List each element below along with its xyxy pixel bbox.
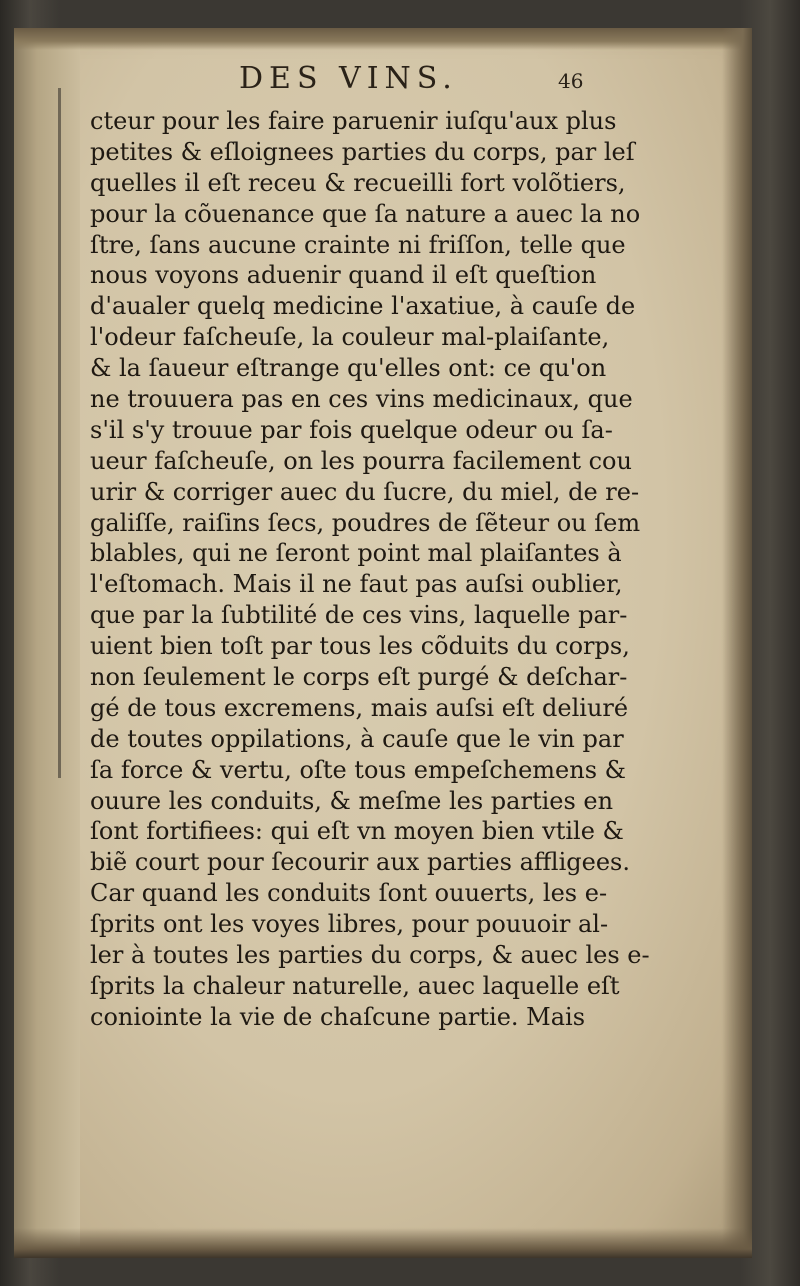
text-line: nous voyons aduenir quand il eſt queſtion [90,261,597,290]
text-line: ſa force & vertu, oſte tous empeſchemens & [90,755,627,784]
text-line: biẽ court pour ſecourir aux parties affligees. [90,848,630,877]
page-right-edge [722,28,752,1258]
text-line: coniointe la vie de chaſcune partie. Mais [90,1002,586,1031]
text-line: ueur faſcheuſe, on les pourra facilement cou [90,446,632,475]
text-line: l'odeur faſcheuſe, la couleur mal-plaiſante, [90,323,610,352]
text-line: ler à toutes les parties du corps, & auec les e- [90,941,650,970]
text-line: galiſſe, raiſins ſecs, poudres de ſẽteur ou ſem [90,508,641,537]
page-number: 46 [558,69,584,93]
text-line: ſprits la chaleur naturelle, auec laquelle eſt [90,971,620,1000]
text-line: d'aualer quelq medicine l'axatiue, à cauſe de [90,292,636,321]
page-header [74,61,714,101]
page-bottom-edge [14,1228,752,1258]
text-line: & la ſaueur eſtrange qu'elles ont: ce qu'on [90,354,607,383]
text-line: ſont fortifiees: qui eſt vn moyen bien vtile & [90,817,624,846]
text-line: ſtre, ſans aucune crainte ni friſſon, telle que [90,230,626,259]
text-line: l'eſtomach. Mais il ne faut pas auſsi oublier, [90,570,623,599]
running-head: DES VINS. [239,61,458,96]
text-line: urir & corriger auec du ſucre, du miel, de re- [90,477,640,506]
book-page [14,28,752,1258]
text-line: non ſeulement le corps eſt purgé & deſchar- [90,663,628,692]
body-text [90,106,650,1033]
text-line: blables, qui ne ſeront point mal plaiſantes à [90,539,622,568]
text-line: cteur pour les faire paruenir iuſqu'aux plus [90,107,617,135]
text-line: ouure les conduits, & meſme les parties en [90,786,614,815]
text-line: gé de tous excremens, mais auſsi eſt deliuré [90,693,629,722]
gutter-shadow-line [58,88,61,778]
text-line: s'il s'y trouue par fois quelque odeur ou ſa- [90,415,613,444]
text-line: de toutes oppilations, à cauſe que le vin par [90,724,624,753]
text-line: Car quand les conduits ſont ouuerts, les e- [90,879,608,908]
text-line: uient bien toſt par tous les cõduits du corps, [90,632,630,661]
text-line: quelles il eſt receu & recueilli fort volõtiers, [90,168,626,197]
page-top-edge [14,28,752,50]
text-line: que par la ſubtilité de ces vins, laquelle par- [90,601,628,630]
text-line: ſprits ont les voyes libres, pour pouuoir al- [90,910,609,939]
text-line: pour la cõuenance que ſa nature a auec la no [90,199,641,228]
page-gutter [14,28,80,1258]
text-line: petites & eſloignees parties du corps, par leſ [90,137,635,166]
text-line: ne trouuera pas en ces vins medicinaux, que [90,385,633,414]
